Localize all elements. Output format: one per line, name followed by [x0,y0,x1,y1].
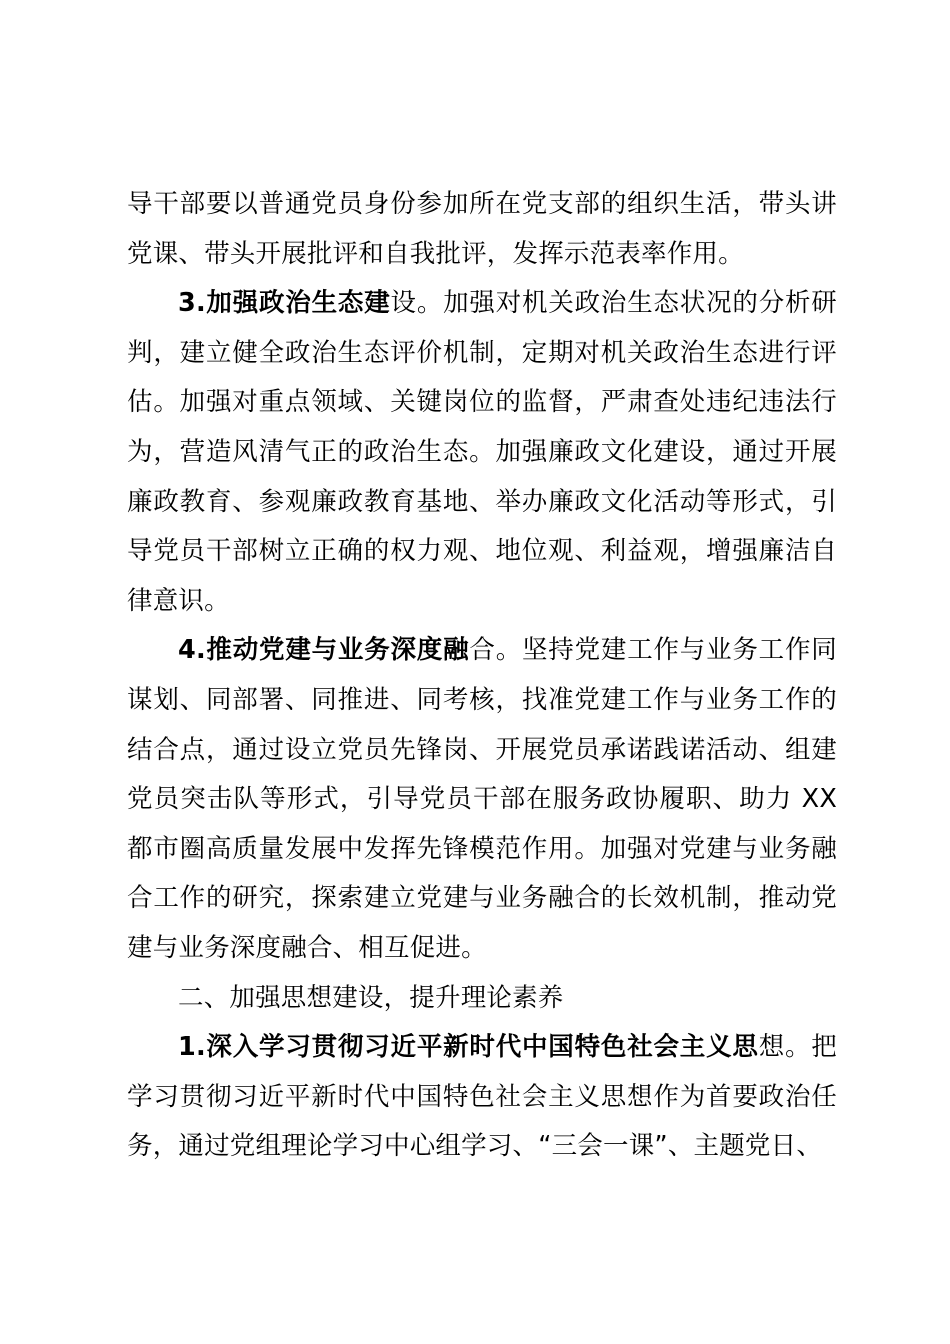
document-body [127,180,837,1172]
paragraph-party-business-integration [127,626,837,973]
section-heading: 二、加强思想建设，提升理论素养 [178,982,564,1013]
paragraph-study-thought [127,1023,837,1172]
paragraph-lead: 3.加强政治生态建 [178,288,391,319]
paragraph-text: 合。坚持党建工作与业务工作同谋划、同部署、同推进、同考核，找准党建工作与业务工作的结合点，通过设立党员先锋岗、开展党员承诺践诺活动、组建党员突击队等形式，引导党员干部在服务政协履职、助力 XX 都市圈高质量发展中发挥先锋模范作用。加强对党建与业务融合工作的研究，探索建立党建与业务融合的长效机制，推动党建与业务深度融合、相互促进。 [127,635,837,963]
paragraph-lead: 1.深入学习贯彻习近平新时代中国特色社会主义思 [178,1032,759,1063]
paragraph-text: 导干部要以普通党员身份参加所在党支部的组织生活，带头讲党课、带头开展批评和自我批评，发挥示范表率作用。 [127,189,837,269]
paragraph-political-ecology [127,279,837,626]
paragraph-text: 想。把学习贯彻习近平新时代中国特色社会主义思想作为首要政治任务，通过党组理论学习中心组学习、“三会一课”、主题党日、 [127,1032,838,1162]
paragraph-lead: 4.推动党建与业务深度融 [178,635,470,666]
paragraph-continuation [127,180,837,279]
paragraph-text: 设。加强对机关政治生态状况的分析研判，建立健全政治生态评价机制，定期对机关政治生态进行评估。加强对重点领域、关键岗位的监督，严肃查处违纪违法行为，营造风清气正的政治生态。加强廉政文化建设，通过开展廉政教育、参观廉政教育基地、举办廉政文化活动等形式，引导党员干部树立正确的权力观、地位观、利益观，增强廉洁自律意识。 [127,288,838,616]
